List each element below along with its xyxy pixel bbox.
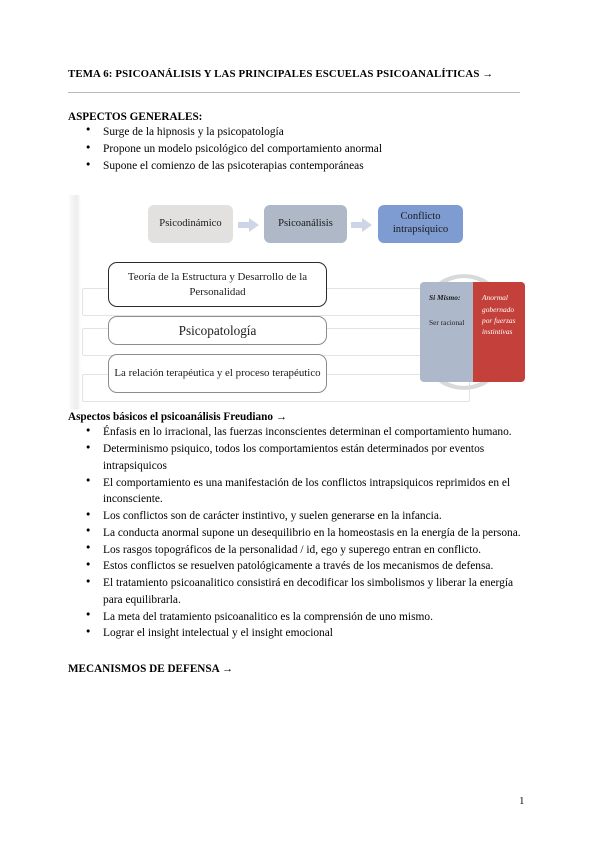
- flow-box-psicodinamico: Psicodinámico: [148, 205, 233, 243]
- list-item: ● Supone el comienzo de las psicoterapias contemporáneas: [68, 158, 532, 175]
- arrow-right-icon: [351, 218, 372, 232]
- self-vs-abnormal-diagram: [402, 264, 530, 400]
- list-item: ● El comportamiento es una manifestación de los conflictos intrapsiquicos reprimidos en el inconsciente.: [68, 475, 532, 509]
- pair-left-body: Ser racional: [429, 317, 465, 327]
- topic-box-psicopatologia: Psicopatología: [108, 316, 327, 345]
- list-item: ● La conducta anormal supone un desequilibrio en la homeostasis en la energía de la persona.: [68, 525, 532, 542]
- list-item: ● Determinismo psiquico, todos los comportamientos están determinados por eventos intrapsiquicos: [68, 441, 532, 475]
- section-heading-aspectos-basicos: Aspectos básicos el psicoanálisis Freudiano →: [68, 411, 287, 424]
- spacer-before-mecanismos: [68, 642, 532, 662]
- list-item: ● Los conflictos son de carácter instintivo, y suelen generarse en la infancia.: [68, 508, 532, 525]
- list-item: ● Propone un modelo psicológico del comportamiento anormal: [68, 141, 532, 158]
- pair-right-body: Anormal gobernado por fuerzas instintivas: [482, 293, 516, 336]
- spacer-after-divider: [68, 93, 532, 110]
- list-item: ● Surge de la hipnosis y la psicopatología: [68, 124, 532, 141]
- page-content: [68, 68, 532, 676]
- page-number: 1: [519, 795, 525, 807]
- list-aspectos-generales: [68, 124, 532, 175]
- pair-box-self: [420, 282, 473, 382]
- arrow-right-icon: [238, 218, 259, 232]
- list-item: ● Los rasgos topográficos de la personalidad / id, ego y superego entran en conflicto.: [68, 542, 532, 559]
- section-heading-aspectos-generales: ASPECTOS GENERALES:: [68, 110, 203, 123]
- topic-box-teoria-estructura: Teoría de la Estructura y Desarrollo de la Personalidad: [108, 262, 327, 307]
- pair-left-title: Si Mismo:: [429, 293, 461, 303]
- pair-box-abnormal: [473, 282, 525, 382]
- flow-box-conflicto-intrapsiquico: Conflicto intrapsíquico: [378, 205, 463, 243]
- list-item: ● Énfasis en lo irracional, las fuerzas inconscientes determinan el comportamiento humano.: [68, 424, 532, 441]
- list-item: ● El tratamiento psicoanalitico consistirá en decodificar los simbolismos y liberar la energía para equilibrarla.: [68, 575, 532, 609]
- topic-box-relacion-terapeutica: La relación terapéutica y el proceso terapéutico: [108, 354, 327, 393]
- flow-box-psicoanalisis: Psicoanálisis: [264, 205, 347, 243]
- figure-left-gradient-band: [68, 195, 81, 409]
- psychoanalysis-diagram: [68, 188, 532, 410]
- list-item: ● Estos conflictos se resuelven patológicamente a través de los mecanismos de defensa.: [68, 558, 532, 575]
- page-title: TEMA 6: PSICOANÁLISIS Y LAS PRINCIPALES ESCUELAS PSICOANALÍTICAS →: [68, 68, 494, 80]
- list-item: ● Lograr el insight intelectual y el insight emocional: [68, 625, 532, 642]
- section-heading-mecanismos-defensa: MECANISMOS DE DEFENSA →: [68, 663, 234, 676]
- list-aspectos-basicos: [68, 424, 532, 642]
- list-item: ● La meta del tratamiento psicoanalitico es la comprensión de uno mismo.: [68, 609, 532, 626]
